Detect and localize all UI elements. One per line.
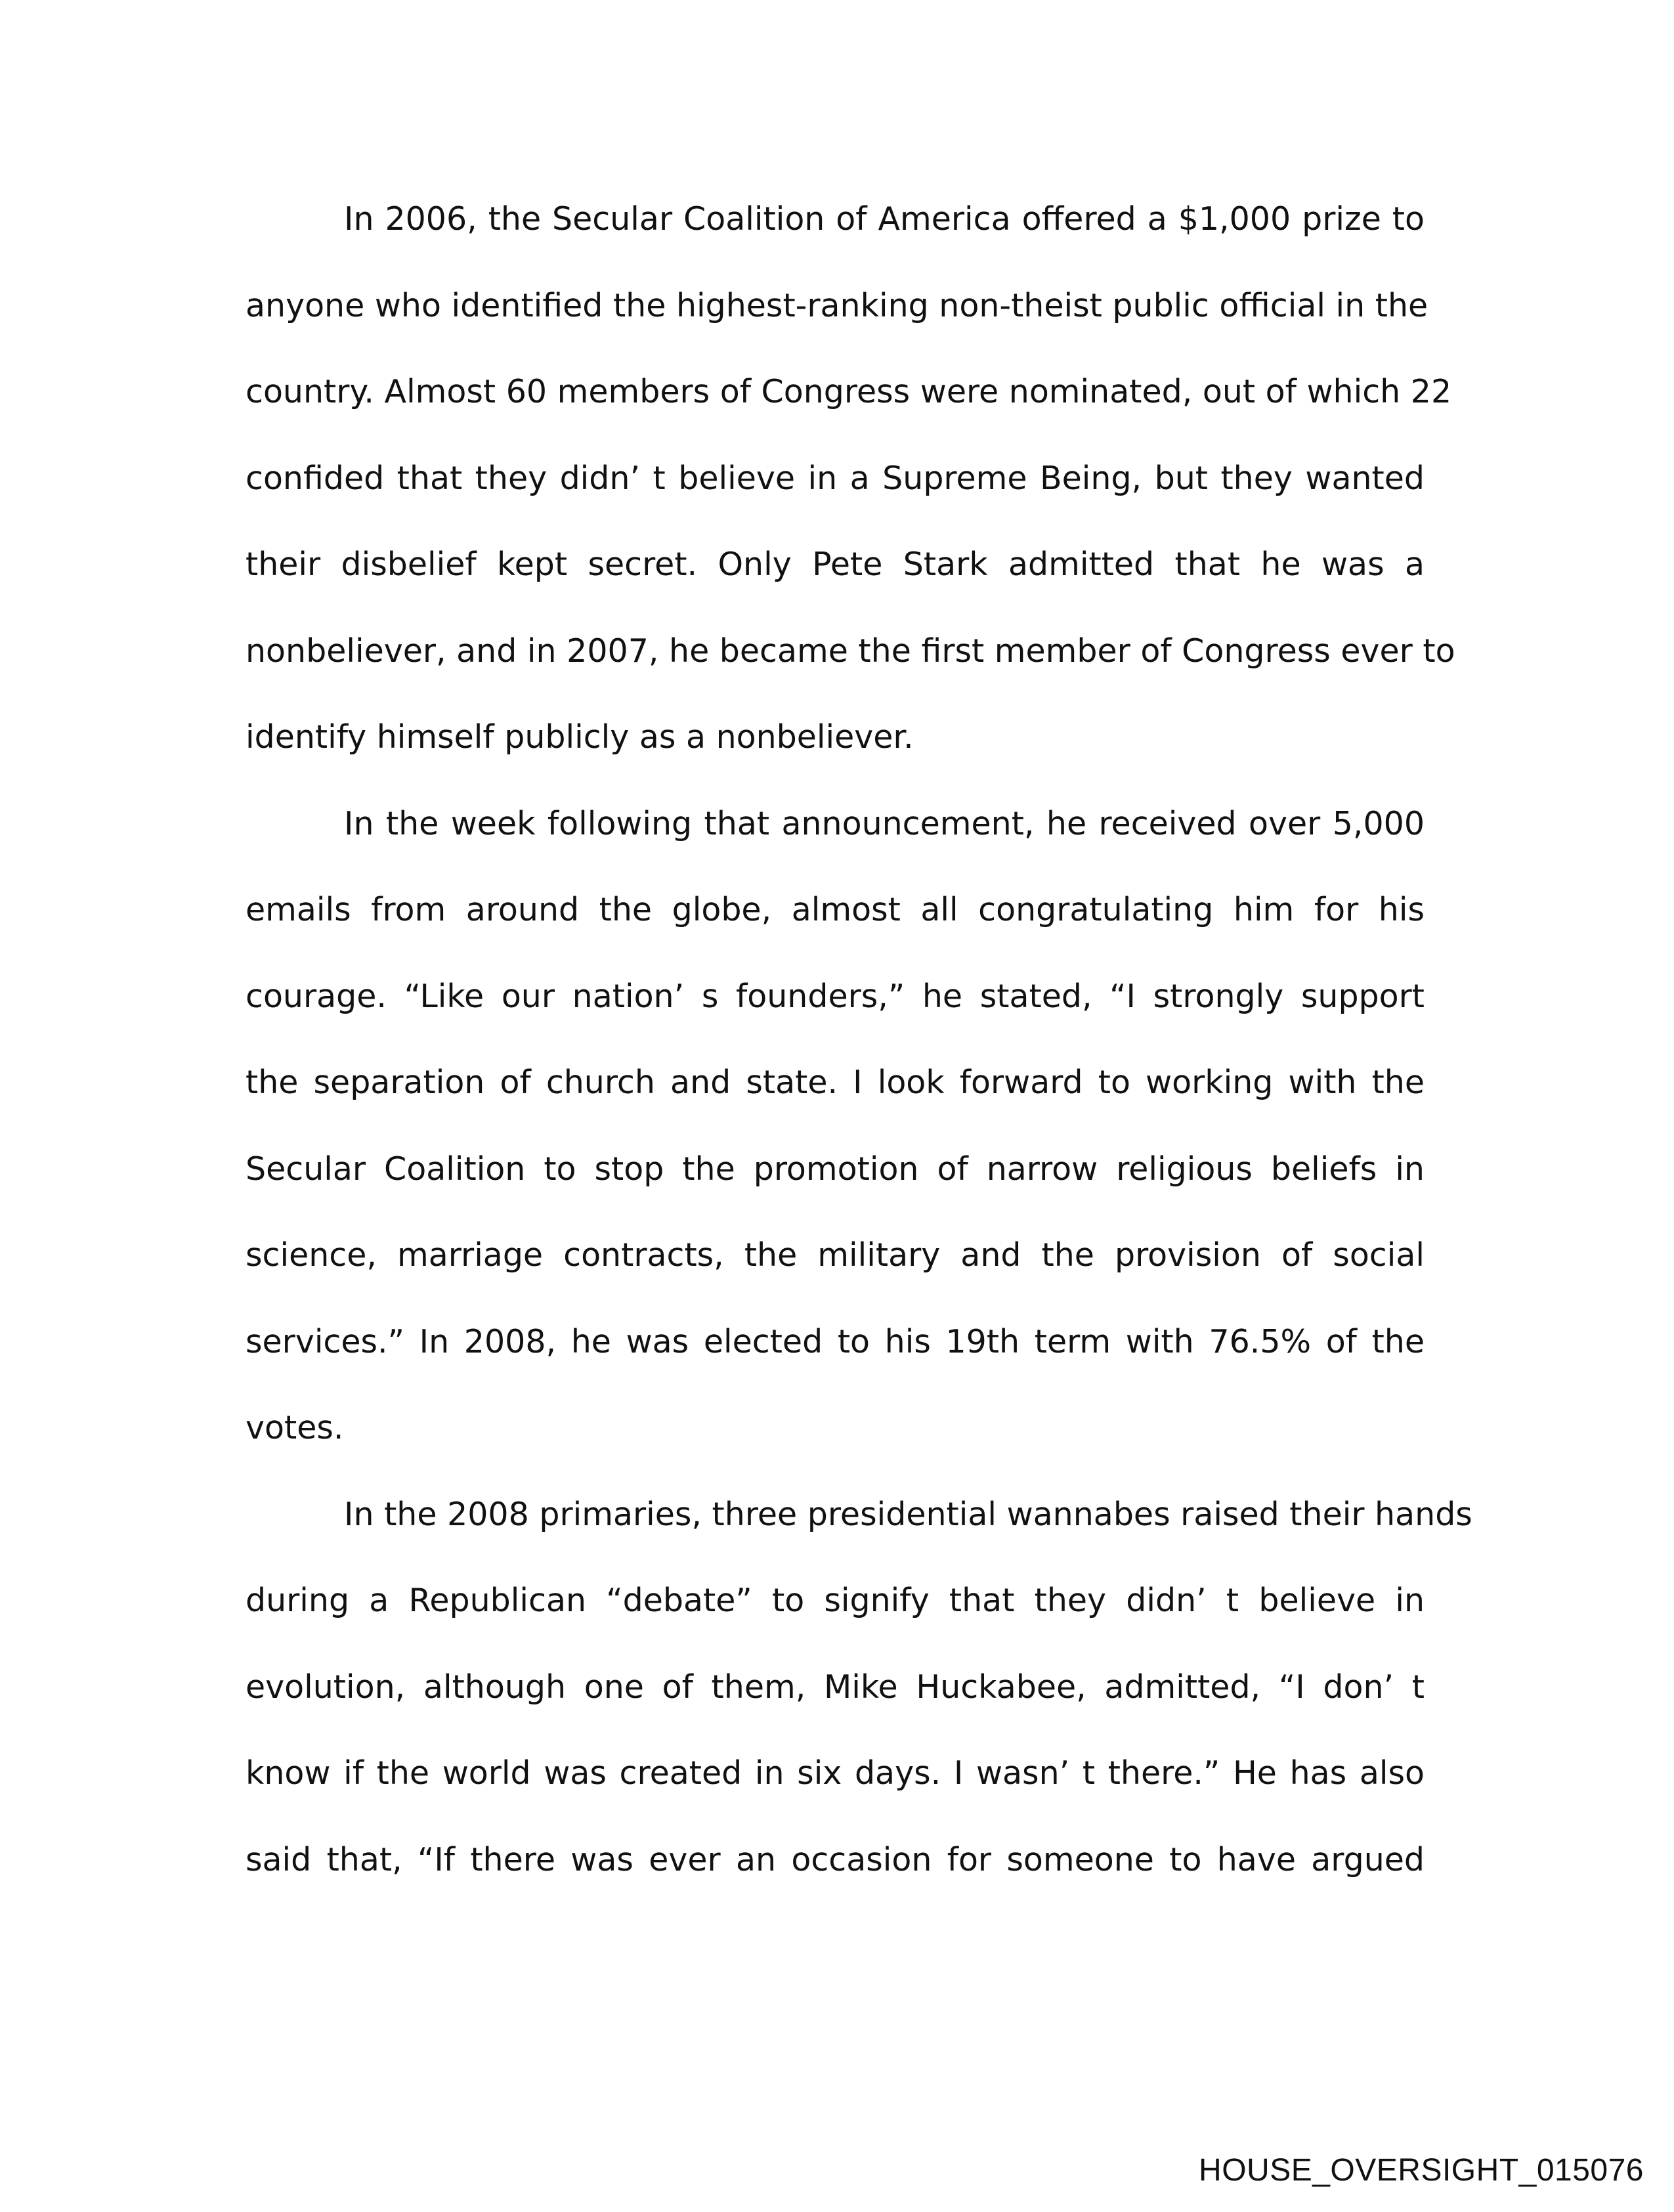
paragraph-1-line-4: confided that they didn’ t believe in a Supreme Being, but they wanted [246, 459, 1425, 497]
paragraph-1-line-5: their disbelief kept secret. Only Pete Stark admitted that he was a [246, 546, 1425, 583]
paragraph-2-line-8: votes. [246, 1409, 344, 1446]
paragraph-3-line-2: during a Republican “debate” to signify that they didn’ t believe in [246, 1582, 1425, 1619]
paragraph-2-line-3: courage. “Like our nation’ s founders,” he stated, “I strongly support [246, 977, 1425, 1015]
bates-number: HOUSE_OVERSIGHT_015076 [1199, 2153, 1644, 2188]
paragraph-3-line-4: know if the world was created in six days. I wasn’ t there.” He has also [246, 1754, 1425, 1792]
paragraph-2-line-4: the separation of church and state. I look forward to working with the [246, 1064, 1425, 1101]
paragraph-1-line-7: identify himself publicly as a nonbeliever. [246, 718, 914, 756]
paragraph-2-line-6: science, marriage contracts, the military and the provision of social [246, 1236, 1425, 1274]
paragraph-2-line-2: emails from around the globe, almost all congratulating him for his [246, 891, 1425, 928]
paragraph-3-line-5: said that, “If there was ever an occasion for someone to have argued [246, 1840, 1425, 1878]
paragraph-1-line-1: In 2006, the Secular Coalition of America offered a $1,000 prize to [344, 200, 1425, 238]
paragraph-1-line-6: nonbeliever, and in 2007, he became the first member of Congress ever to [246, 632, 1455, 670]
paragraph-3-line-1: In the 2008 primaries, three presidential wannabes raised their hands [344, 1495, 1472, 1533]
paragraph-2-line-5: Secular Coalition to stop the promotion of narrow religious beliefs in [246, 1150, 1425, 1188]
paragraph-2-line-7: services.” In 2008, he was elected to his 19th term with 76.5% of the [246, 1322, 1425, 1360]
body-text [246, 176, 1472, 1903]
paragraph-3-line-3: evolution, although one of them, Mike Huckabee, admitted, “I don’ t [246, 1668, 1425, 1706]
paragraph-1-line-2: anyone who identified the highest-ranking non-theist public official in the [246, 286, 1428, 324]
paragraph-1-line-3: country. Almost 60 members of Congress were nominated, out of which 22 [246, 373, 1452, 410]
paragraph-2-line-1: In the week following that announcement, he received over 5,000 [344, 804, 1425, 842]
